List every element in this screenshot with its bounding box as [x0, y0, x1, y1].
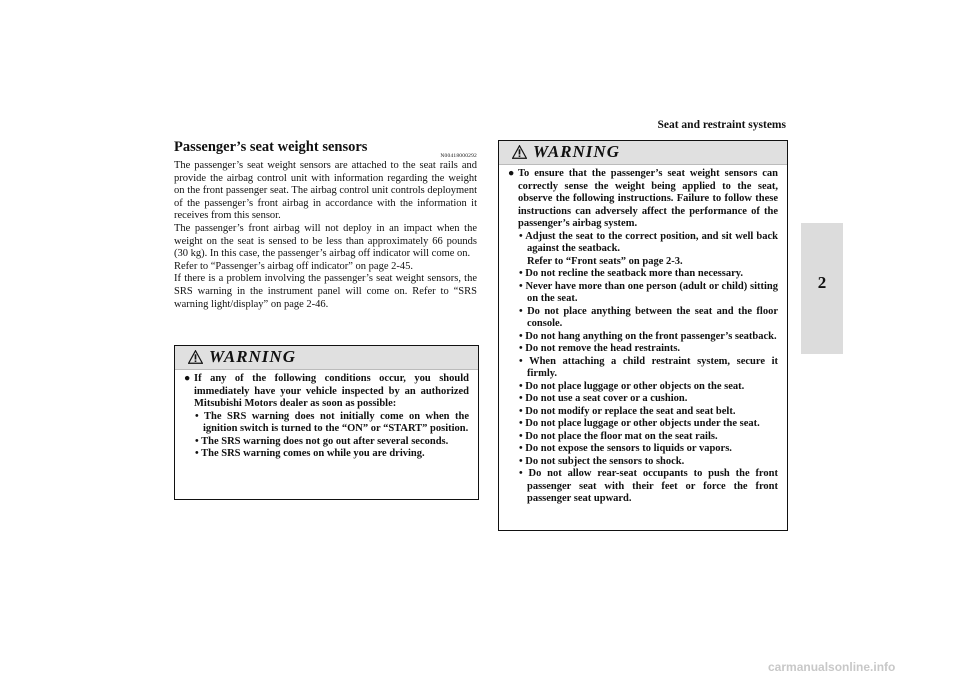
warning-triangle-icon [188, 350, 203, 364]
left-column [174, 138, 477, 311]
warning-lead-text: If any of the following conditions occur, you should immediately have your vehicle inspected by an authorized Mitsubishi Motors dealer as soon as possible: [194, 373, 469, 409]
warning-item: • Do not use a seat cover or a cushion. [519, 393, 688, 404]
section-title: Passenger’s seat weight sensors [174, 139, 368, 155]
warning-header [499, 141, 787, 165]
warning-item: • Do not expose the sensors to liquids or vapors. [519, 443, 732, 454]
body-paragraph: If there is a problem involving the passenger’s seat weight sensors, the SRS warning in the instrument panel will come on. Refer to “SRS warning light/display” on page 2-46. [174, 273, 477, 310]
body-paragraph: Refer to “Passenger’s airbag off indicator” on page 2-45. [174, 260, 413, 272]
warning-item: • Do not hang anything on the front passenger’s seatback. [519, 330, 777, 342]
warning-item: • Do not place the floor mat on the seat rails. [519, 430, 718, 442]
footer-watermark: carmanualsonline.info [768, 660, 896, 674]
warning-item: • When attaching a child restraint system, secure it firmly. [519, 355, 778, 379]
warning-body [507, 168, 778, 506]
bullet-icon: ● [184, 373, 191, 384]
chapter-tab [801, 223, 843, 354]
page-header-title: Seat and restraint systems [657, 119, 786, 131]
warning-lead [507, 168, 778, 231]
warning-triangle-icon [512, 145, 527, 159]
warning-item: • Do not place luggage or other objects under the seat. [519, 418, 760, 429]
warning-box-right [498, 140, 788, 531]
warning-item: • Do not place anything between the seat and the floor console. [519, 305, 778, 329]
warning-box-left [174, 345, 479, 500]
warning-item: • Never have more than one person (adult or child) sitting on the seat. [519, 280, 778, 304]
warning-item: • Do not place luggage or other objects on the seat. [519, 380, 745, 392]
section-ref-code: N00418000292 [440, 153, 477, 159]
warning-item: • Do not subject the sensors to shock. [519, 455, 685, 467]
warning-item: • The SRS warning does not go out after several seconds. [195, 435, 449, 447]
warning-item: • Do not remove the head restraints. [519, 343, 681, 354]
warning-refer-link: Refer to “Front seats” on page 2-3. [527, 255, 683, 267]
chapter-number: 2 [817, 273, 827, 292]
warning-header [175, 346, 478, 370]
warning-title: WARNING [209, 347, 296, 366]
body-paragraph: The passenger’s seat weight sensors are attached to the seat rails and provide the airbag control unit with information regarding the weight on the front passenger seat. The airbag control unit controls deployment of the passenger’s front airbag in accordance with the information it receives from this sensor. [174, 160, 477, 222]
warning-lead [183, 373, 469, 411]
warning-title: WARNING [533, 142, 620, 161]
warning-item: • The SRS warning does not initially come on when the ignition switch is turned to the “ON” or “START” position. [195, 410, 469, 434]
body-paragraph: The passenger’s front airbag will not deploy in an impact when the weight on the seat is sensed to be less than approximately 66 pounds (30 kg). In this case, the passenger’s airbag off indicator will come on. [174, 222, 477, 260]
warning-item: • Do not recline the seatback more than necessary. [519, 268, 744, 279]
warning-item: • Adjust the seat to the correct position, and sit well back against the seatback. [519, 230, 778, 254]
warning-item: • Do not modify or replace the seat and seat belt. [519, 405, 736, 417]
warning-item: • Do not allow rear-seat occupants to push the front passenger seat with their feet or force the front passenger seat upward. [519, 468, 778, 504]
bullet-icon: ● [508, 168, 515, 179]
warning-item: • The SRS warning comes on while you are driving. [195, 448, 425, 459]
warning-body [183, 373, 469, 461]
warning-lead-text: To ensure that the passenger’s seat weight sensors can correctly sense the weight being applied to the seat, observe the following instructions. Failure to follow these instructions can adversely affect the performance of the passenger’s airbag system. [518, 168, 778, 229]
